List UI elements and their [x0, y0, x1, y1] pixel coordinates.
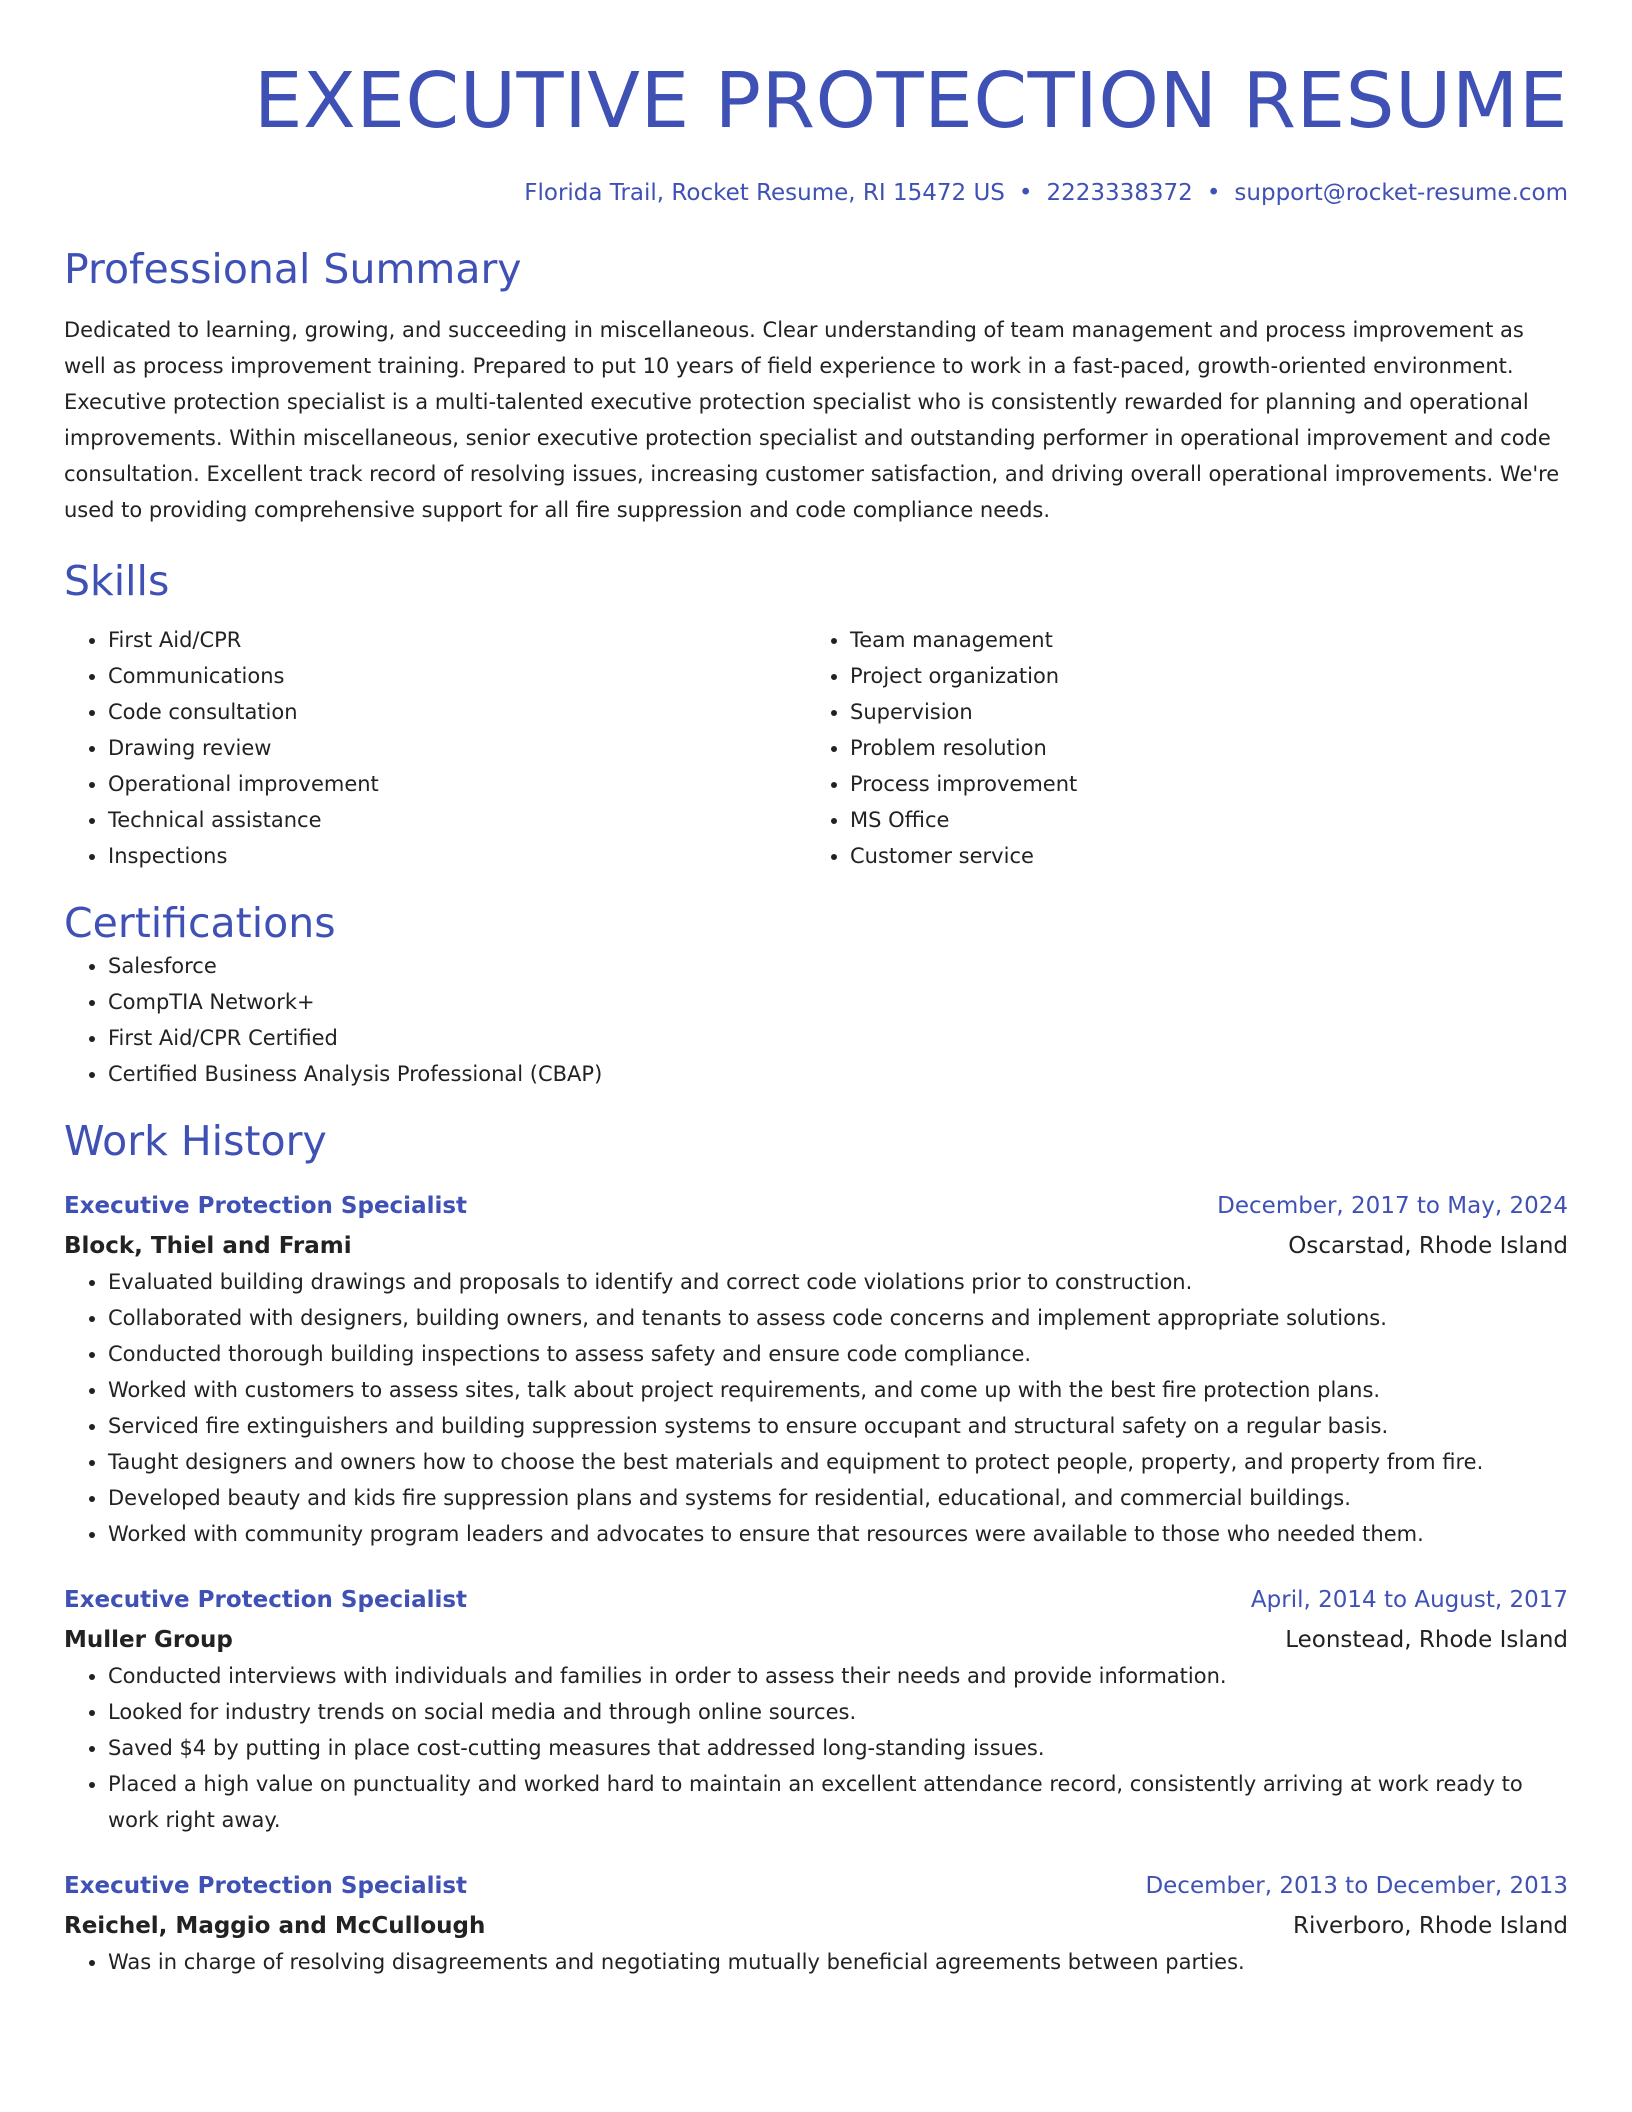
job-dates: December, 2017 to May, 2024	[1217, 1193, 1568, 1219]
job-company: Muller Group	[64, 1627, 233, 1653]
job-entry	[64, 1868, 1568, 1980]
certifications-heading: Certifications	[64, 899, 336, 947]
skill-item: • Project organization	[850, 658, 1548, 694]
summary-heading: Professional Summary	[64, 245, 522, 293]
contact-separator: •	[1206, 180, 1221, 206]
job-duty: • Worked with customers to assess sites, talk about project requirements, and come up with the best fire protection plans.	[108, 1372, 1568, 1408]
job-dates: December, 2013 to December, 2013	[1145, 1873, 1568, 1899]
skills-column-right	[806, 622, 1548, 874]
job-duty: • Developed beauty and kids fire suppression plans and systems for residential, educational, and commercial buildings.	[108, 1480, 1568, 1516]
skill-item: • First Aid/CPR	[108, 622, 806, 658]
job-entry	[64, 1188, 1568, 1552]
job-duties-list	[64, 1944, 1568, 1980]
job-duty: • Collaborated with designers, building owners, and tenants to assess code concerns and implement appropriate solutions.	[108, 1300, 1568, 1336]
contact-phone: 2223338372	[1046, 180, 1193, 206]
skill-item: • Process improvement	[850, 766, 1548, 802]
job-duty: • Worked with community program leaders and advocates to ensure that resources were available to those who needed them.	[108, 1516, 1568, 1552]
skills-grid	[64, 622, 1568, 874]
skills-heading: Skills	[64, 557, 170, 605]
job-title: Executive Protection Specialist	[64, 1873, 468, 1899]
skill-item: • Technical assistance	[108, 802, 806, 838]
resume-title: EXECUTIVE PROTECTION RESUME	[253, 57, 1568, 146]
skill-item: • Supervision	[850, 694, 1548, 730]
certification-item: • Certified Business Analysis Professional (CBAP)	[108, 1056, 1568, 1092]
certification-item: • Salesforce	[108, 948, 1568, 984]
job-location: Riverboro, Rhode Island	[1292, 1913, 1568, 1939]
skill-item: • Code consultation	[108, 694, 806, 730]
job-dates: April, 2014 to August, 2017	[1250, 1587, 1568, 1613]
skill-item: • Customer service	[850, 838, 1548, 874]
certifications-list	[64, 948, 1568, 1092]
job-duty: • Serviced fire extinguishers and building suppression systems to ensure occupant and structural safety on a regular basis.	[108, 1408, 1568, 1444]
job-company: Reichel, Maggio and McCullough	[64, 1913, 486, 1939]
skill-item: • MS Office	[850, 802, 1548, 838]
job-duty: • Evaluated building drawings and proposals to identify and correct code violations prior to construction.	[108, 1264, 1568, 1300]
job-duty: • Conducted thorough building inspections to assess safety and ensure code compliance.	[108, 1336, 1568, 1372]
job-title: Executive Protection Specialist	[64, 1587, 468, 1613]
skills-list-right	[806, 622, 1548, 874]
job-duty: • Taught designers and owners how to choose the best materials and equipment to protect people, property, and property from fire.	[108, 1444, 1568, 1480]
job-company: Block, Thiel and Frami	[64, 1233, 352, 1259]
skill-item: • Drawing review	[108, 730, 806, 766]
job-duty: • Was in charge of resolving disagreements and negotiating mutually beneficial agreements between parties.	[108, 1944, 1568, 1980]
job-title-row	[64, 1582, 1568, 1618]
contact-separator: •	[1018, 180, 1033, 206]
contact-address: Florida Trail, Rocket Resume, RI 15472 US	[524, 180, 1005, 206]
job-duty: • Conducted interviews with individuals and families in order to assess their needs and provide information.	[108, 1658, 1568, 1694]
job-company-row	[64, 1622, 1568, 1658]
contact-line	[64, 178, 1568, 208]
skill-item: • Inspections	[108, 838, 806, 874]
contact-email[interactable]: support@rocket-resume.com	[1234, 180, 1568, 206]
job-duty: • Looked for industry trends on social media and through online sources.	[108, 1694, 1568, 1730]
job-duties-list	[64, 1264, 1568, 1552]
summary-text: Dedicated to learning, growing, and succeeding in miscellaneous. Clear understanding of team management and process improvement as well as process improvement training. Prepared to put 10 years of field experience to work in a fast-paced, growth-oriented environment. Executive protection specialist is a multi-talented executive protection specialist who is consistently rewarded for planning and operational improvements. Within miscellaneous, senior executive protection specialist and outstanding performer in operational improvement and code consultation. Excellent track record of resolving issues, increasing customer satisfaction, and driving overall operational improvements. We're used to providing comprehensive support for all fire suppression and code compliance needs.	[64, 318, 1560, 522]
job-title: Executive Protection Specialist	[64, 1193, 468, 1219]
skill-item: • Operational improvement	[108, 766, 806, 802]
certification-item: • First Aid/CPR Certified	[108, 1020, 1568, 1056]
job-company-row	[64, 1228, 1568, 1264]
skill-item: • Communications	[108, 658, 806, 694]
job-location: Leonstead, Rhode Island	[1285, 1627, 1568, 1653]
job-company-row	[64, 1908, 1568, 1944]
job-location: Oscarstad, Rhode Island	[1288, 1233, 1568, 1259]
skill-item: • Team management	[850, 622, 1548, 658]
skill-item: • Problem resolution	[850, 730, 1548, 766]
job-duty: • Saved $4 by putting in place cost-cutting measures that addressed long-standing issues.	[108, 1730, 1568, 1766]
job-title-row	[64, 1188, 1568, 1224]
job-duties-list	[64, 1658, 1568, 1838]
skills-list-left	[64, 622, 806, 874]
job-entry	[64, 1582, 1568, 1838]
job-duty: • Placed a high value on punctuality and worked hard to maintain an excellent attendance record, consistently arriving at work ready to work right away.	[108, 1766, 1568, 1838]
work-history-heading: Work History	[64, 1117, 327, 1165]
job-title-row	[64, 1868, 1568, 1904]
skills-column-left	[64, 622, 806, 874]
certification-item: • CompTIA Network+	[108, 984, 1568, 1020]
